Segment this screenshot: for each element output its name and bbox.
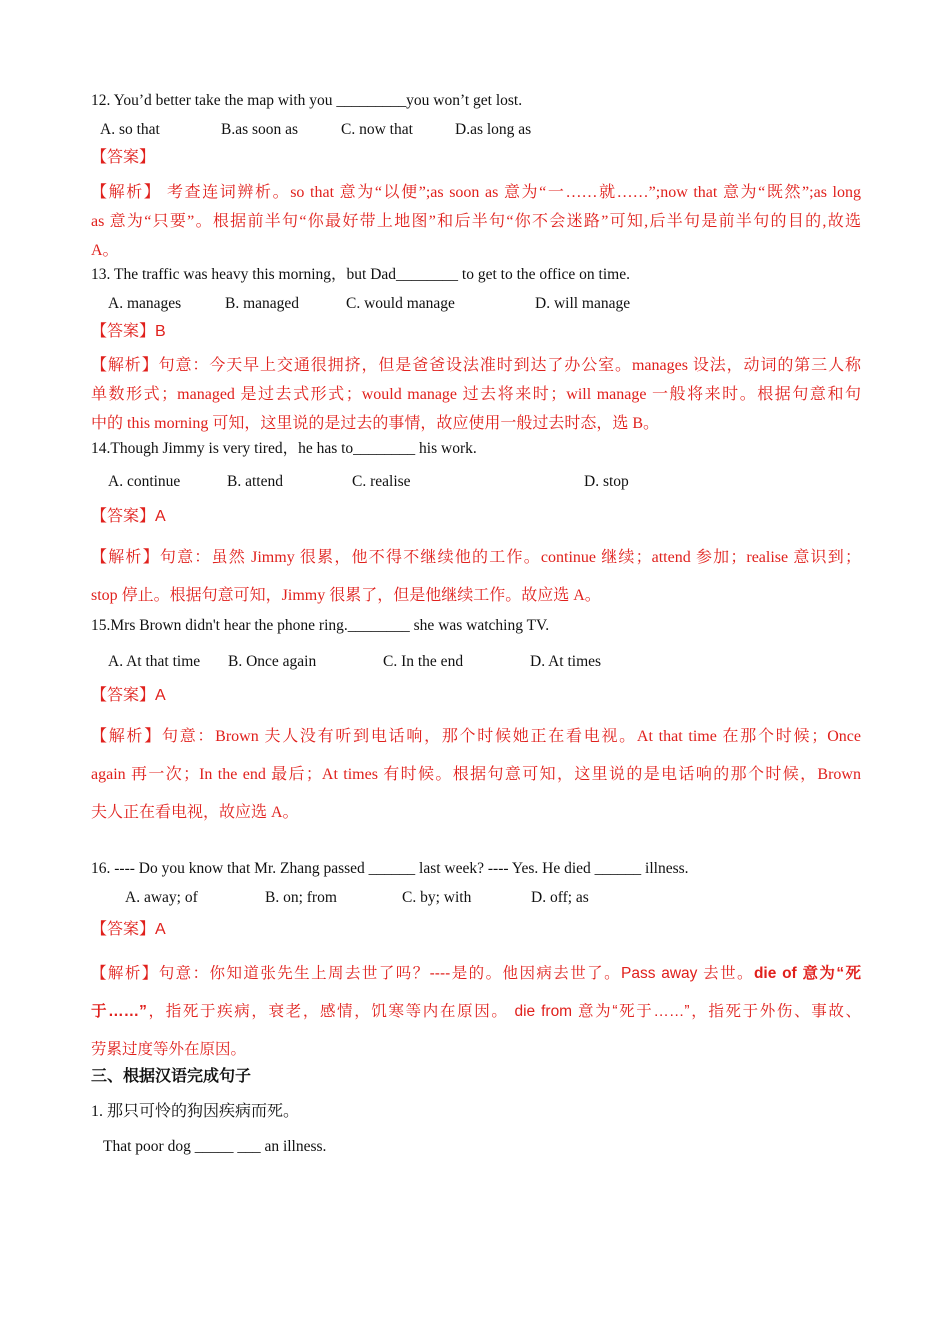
q16-option-b: B. on; from [265,889,337,906]
answer-label: 【答案】 [91,921,156,938]
q16-option-a: A. away; of [125,889,198,906]
q16-analysis-line-1 [91,955,861,993]
q16-analysis-line-2 [91,993,861,1031]
q13-answer [91,322,166,342]
q15-analysis-text-3: 夫人正在看电视，故应选 A。 [91,804,299,821]
section3-item1-english: That poor dog _____ ___ an illness. [103,1138,327,1155]
q13-option-d: D. will manage [535,295,631,312]
q13-analysis-line [91,351,861,380]
q13-analysis-text-2: 单数形式；managed 是过去式形式；would manage 过去将来时；will manage 一般将来时。根据句意和句 [91,386,861,403]
q12-analysis-line [91,178,861,207]
q14-option-a: A. continue [108,473,181,490]
analysis-label: 【解析】 [91,184,162,201]
analysis-label: 【解析】 [91,357,159,374]
section-heading: 三、根据汉语完成句子 [91,1068,252,1085]
q14-analysis-line [91,539,861,577]
q13-analysis-text-3: 中的 this morning 可知，这里说的是过去的事情，故应使用一般过去时态，选 B。 [91,415,660,432]
q12-question: 12. You’d better take the map with you _________you won’t get lost. [91,92,523,109]
q14-analysis-text-2: stop 停止。根据句意可知，Jimmy 很累了，但是他继续工作。故应选 A。 [91,587,601,604]
q16-analysis [91,955,861,1069]
q15-analysis-text-2: again 再一次；In the end 最后；At times 有时候。根据句意可知，这里说的是电话响的那个时候，Brown [91,766,861,783]
q16-question: 16. ---- Do you know that Mr. Zhang passed ______ last week? ---- Yes. He died ______ illness. [91,860,689,877]
q15-option-d: D. At times [530,653,602,670]
q15-option-b: B. Once again [228,653,317,670]
q15-option-a: A. At that time [108,653,201,670]
q13-answer-value: B [155,323,166,340]
q12-answer [91,148,155,168]
q14-answer-value: A [155,508,166,525]
q14-option-b: B. attend [227,473,283,490]
q14-question: 14.Though Jimmy is very tired，he has to________ his work. [91,440,477,457]
q12-analysis-text-3: A。 [91,242,119,259]
q12-option-d: D.as long as [455,121,532,138]
q12-analysis-text-2: as 意为“只要”。根据前半句“你最好带上地图”和后半句“你不会迷路”可知,后半句是前半句的目的,故选 [91,213,861,230]
q12-analysis-text-1: 考查连词辨析。so that 意为“以便”;as soon as 意为“一……就……”;now that 意为“既然”;as long [161,184,861,201]
q12-option-a: A. so that [100,121,160,138]
q13-question: 13. The traffic was heavy this morning，but Dad________ to get to the office on time. [91,266,630,283]
q16-analysis-text-1b: die of 意为“死 [753,965,861,982]
q16-answer-value: A [155,921,166,938]
answer-label: 【答案】 [91,508,156,525]
q15-answer [91,686,166,706]
q14-analysis-text-1: 句意：虽然 Jimmy 很累，他不得不继续他的工作。continue 继续；attend 参加；realise 意识到； [159,549,861,566]
q13-option-b: B. managed [225,295,300,312]
q13-analysis-text-1: 句意：今天早上交通很拥挤，但是爸爸设法准时到达了办公室。manages 设法，动词的第三人称 [158,357,861,374]
q16-analysis-text-2a: 于……” [91,1003,147,1020]
q16-analysis-text-1a: 句意：你知道张先生上周去世了吗？----是的。他因病去世了。Pass away 去世。 [158,965,754,982]
q15-question: 15.Mrs Brown didn't hear the phone ring.________ she was watching TV. [91,617,550,634]
q14-option-d: D. stop [584,473,629,490]
q16-analysis-text-2b: ，指死于疾病，衰老，感情，饥寒等内在原因。 die from 意为“死于……”，指死于外伤、事故、 [146,1003,861,1020]
q13-analysis [91,351,861,438]
q15-option-c: C. In the end [383,653,464,670]
q16-option-c: C. by; with [402,889,472,906]
q14-answer [91,507,166,527]
q13-option-c: C. would manage [346,295,455,312]
q15-answer-value: A [155,687,166,704]
q12-option-b: B.as soon as [221,121,299,138]
q12-option-c: C. now that [341,121,413,138]
section3-item1-chinese: 1. 那只可怜的狗因疾病而死。 [91,1103,300,1120]
q14-analysis [91,539,861,615]
analysis-label: 【解析】 [91,728,162,745]
q16-answer [91,920,166,940]
q15-analysis-text-1: 句意：Brown 夫人没有听到电话响，那个时候她正在看电视。At that time 在那个时候；Once [161,728,861,745]
answer-label: 【答案】 [91,149,156,166]
q15-analysis-line [91,718,861,756]
q13-option-a: A. manages [108,295,182,312]
q12-analysis [91,178,861,265]
answer-label: 【答案】 [91,687,156,704]
analysis-label: 【解析】 [91,549,160,566]
analysis-label: 【解析】 [91,965,159,982]
q14-option-c: C. realise [352,473,411,490]
q16-analysis-text-3: 劳累过度等外在原因。 [91,1041,247,1058]
q15-analysis [91,718,861,832]
q16-option-d: D. off; as [531,889,589,906]
answer-label: 【答案】 [91,323,156,340]
